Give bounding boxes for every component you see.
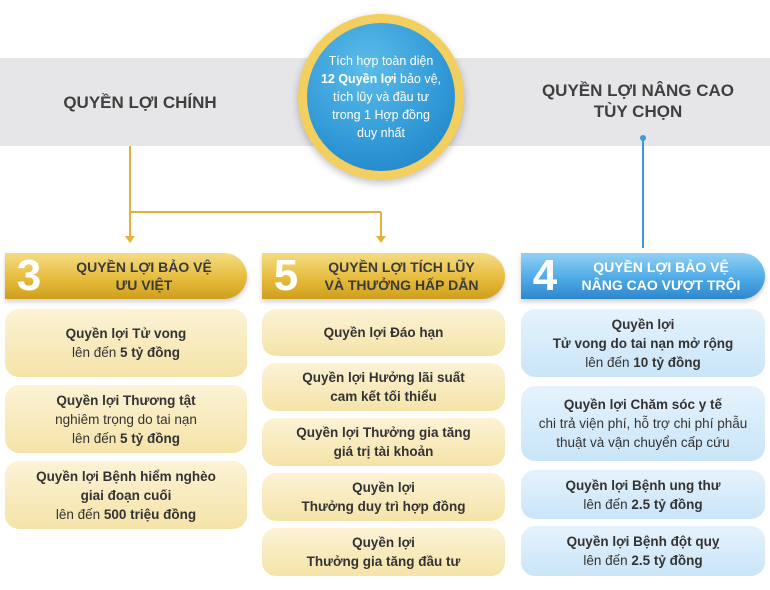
protection-title-line-1: QUYỀN LỢI BẢO VỆ — [76, 259, 212, 275]
benefit-card — [262, 418, 505, 466]
benefit-detail: giai đoạn cuối — [80, 487, 172, 503]
advanced-protection-header — [521, 253, 765, 299]
optional-benefits-title-line-2: TÙY CHỌN — [593, 102, 683, 121]
benefit-amount — [66, 343, 187, 362]
advanced-protection-title-line-2: NÂNG CAO VƯỢT TRỘI — [581, 277, 741, 293]
accumulation-count: 5 — [273, 251, 299, 300]
summary-line-2-rest: bảo vệ, — [396, 72, 442, 86]
summary-text — [317, 52, 445, 142]
benefit-name: Quyền lợi Tử vong — [65, 326, 187, 341]
benefit-card — [262, 528, 505, 576]
benefit-amount — [567, 551, 720, 570]
benefit-amount-value: 2.5 tỷ đồng — [631, 553, 703, 568]
benefit-card-text — [539, 395, 747, 452]
benefit-card — [262, 473, 505, 521]
benefit-detail: chi trả viện phí, hỗ trợ chi phí phẫu — [538, 416, 748, 431]
advanced-protection-count: 4 — [532, 251, 558, 300]
benefit-card-text — [324, 323, 444, 342]
benefit-amount — [36, 505, 216, 524]
benefit-card — [521, 526, 765, 576]
benefit-amount-value: 10 tỷ đồng — [633, 354, 701, 370]
protection-title-line-2: ƯU VIỆT — [115, 277, 173, 293]
benefit-card — [521, 386, 765, 461]
benefit-name: Quyền lợi Đáo hạn — [323, 325, 444, 340]
protection-header — [5, 253, 247, 299]
accumulation-title — [308, 258, 505, 294]
summary-line-2 — [317, 70, 445, 88]
benefit-card — [5, 461, 247, 529]
benefit-card — [521, 470, 765, 519]
benefit-name: Quyền lợi Hưởng lãi suất — [302, 370, 465, 385]
benefit-name: Quyền lợi Bệnh ung thư — [565, 477, 721, 493]
summary-line-1: Tích hợp toàn diện — [328, 54, 434, 68]
summary-line-5: duy nhất — [357, 126, 405, 140]
benefit-amount-prefix: lên đến — [583, 496, 632, 512]
benefit-card-text — [296, 423, 470, 461]
benefit-detail: giá trị tài khoản — [333, 444, 434, 459]
summary-line-4: trong 1 Hợp đồng — [332, 108, 430, 122]
main-benefits-title: QUYỀN LỢI CHÍNH — [63, 93, 217, 112]
benefit-card-text — [55, 391, 197, 448]
benefit-amount — [565, 495, 720, 514]
connector-dot — [640, 135, 646, 141]
benefit-amount-prefix: lên đến — [55, 506, 104, 522]
advanced-protection-title — [567, 258, 765, 294]
benefit-detail: Thưởng gia tăng đầu tư — [306, 554, 461, 569]
benefit-amount-prefix: lên đến — [71, 430, 121, 446]
benefit-card — [262, 363, 505, 411]
benefit-detail: Thưởng duy trì hợp đồng — [301, 499, 466, 514]
summary-line-3: tích lũy và đầu tư — [333, 90, 429, 104]
benefit-card-text — [66, 324, 187, 362]
benefit-detail: thuật và vận chuyển cấp cứu — [556, 435, 730, 450]
accumulation-title-line-1: QUYỀN LỢI TÍCH LŨY — [328, 259, 475, 275]
benefit-card — [521, 309, 765, 377]
benefit-name: Quyền lợi — [611, 316, 675, 332]
benefit-name: Quyền lợi — [352, 535, 415, 550]
accumulation-header — [262, 253, 505, 299]
benefit-amount-value: 5 tỷ đồng — [120, 430, 181, 446]
benefit-amount — [55, 429, 197, 448]
benefit-name: Quyền lợi Bệnh đột quỵ — [566, 534, 720, 549]
benefit-amount-prefix: lên đến — [71, 345, 121, 360]
benefit-card-text — [567, 532, 720, 570]
benefit-amount-prefix: lên đến — [583, 553, 632, 568]
summary-circle-inner — [307, 23, 455, 171]
benefit-card-text — [302, 368, 465, 406]
benefit-name: Quyền lợi Bệnh hiểm nghèo — [36, 468, 216, 484]
benefit-card-text — [302, 478, 466, 516]
optional-benefits-title-line-1: QUYỀN LỢI NÂNG CAO — [541, 81, 735, 100]
benefit-amount-prefix: lên đến — [585, 354, 634, 370]
benefit-name: Quyền lợi Thưởng gia tăng — [296, 425, 471, 440]
benefit-card — [262, 309, 505, 356]
benefit-amount-value: 5 tỷ đồng — [120, 345, 181, 360]
arrow-down-icon — [125, 236, 135, 243]
protection-title — [51, 258, 247, 294]
benefit-card-text — [36, 467, 216, 524]
benefit-amount-value: 500 triệu đồng — [103, 506, 197, 522]
benefit-card-text — [565, 476, 720, 514]
benefit-card — [5, 385, 247, 453]
accumulation-title-line-2: VÀ THƯỞNG HẤP DẪN — [324, 277, 479, 293]
benefit-amount-value: 2.5 tỷ đồng — [631, 496, 703, 512]
benefit-name: Quyền lợi Thương tật — [56, 392, 196, 408]
advanced-protection-title-line-1: QUYỀN LỢI BẢO VỆ — [593, 259, 729, 275]
benefit-detail: cam kết tối thiểu — [330, 389, 437, 404]
benefit-name: Quyền lợi Chăm sóc y tế — [563, 397, 723, 412]
benefit-detail: Tử vong do tai nạn mở rộng — [552, 335, 734, 351]
benefit-card-text — [553, 315, 734, 372]
benefit-card — [5, 309, 247, 377]
arrow-down-icon — [376, 236, 386, 243]
benefit-card-text — [307, 533, 461, 571]
benefit-name: Quyền lợi — [352, 480, 415, 495]
protection-count: 3 — [16, 251, 42, 300]
benefit-amount — [553, 353, 734, 372]
benefit-detail: nghiêm trọng do tai nạn — [55, 411, 197, 427]
summary-circle — [298, 14, 464, 180]
summary-highlight: 12 Quyền lợi — [320, 72, 397, 86]
